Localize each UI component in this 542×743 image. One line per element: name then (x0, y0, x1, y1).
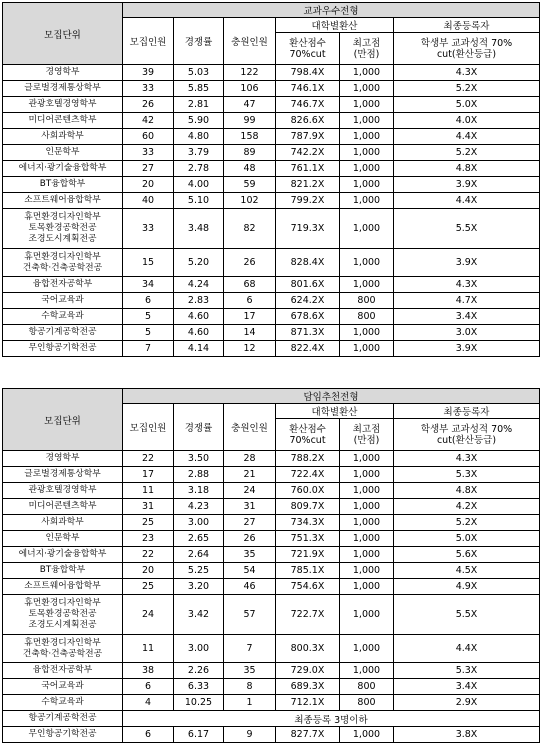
cell-score: 871.3X (276, 325, 340, 341)
cell-unit: 항공기계공학전공 (3, 325, 123, 341)
cell-max: 1,000 (340, 161, 394, 177)
cell-grade: 3.4X (394, 679, 540, 695)
cell-fill: 106 (224, 81, 276, 97)
table-row (3, 341, 540, 357)
cell-fill: 47 (224, 97, 276, 113)
cell-grade: 5.2X (394, 81, 540, 97)
table-row (3, 499, 540, 515)
cell-score: 734.3X (276, 515, 340, 531)
cell-ratio: 5.85 (174, 81, 224, 97)
cell-ratio: 10.25 (174, 695, 224, 711)
cell-fill: 26 (224, 531, 276, 547)
cell-grade: 4.0X (394, 113, 540, 129)
cell-recruit: 7 (123, 341, 174, 357)
cell-max: 1,000 (340, 81, 394, 97)
cell-unit: 글로벌경제통상학부 (3, 81, 123, 97)
cell-grade: 4.4X (394, 193, 540, 209)
table-row (3, 81, 540, 97)
cell-max: 1,000 (340, 467, 394, 483)
cell-recruit: 39 (123, 65, 174, 81)
cell-fill: 1 (224, 695, 276, 711)
cell-grade: 4.3X (394, 451, 540, 467)
cell-grade: 5.5X (394, 209, 540, 249)
cell-max: 1,000 (340, 97, 394, 113)
cell-ratio: 6.33 (174, 679, 224, 695)
cell-unit: 항공기계공학전공 (3, 711, 123, 727)
table-row (3, 679, 540, 695)
header-ratio: 경쟁률 (174, 404, 224, 451)
cell-fill: 7 (224, 635, 276, 663)
cell-ratio: 2.26 (174, 663, 224, 679)
table-body (3, 451, 540, 743)
cell-max: 1,000 (340, 209, 394, 249)
cell-fill: 21 (224, 467, 276, 483)
cell-fill: 158 (224, 129, 276, 145)
cell-score: 689.3X (276, 679, 340, 695)
cell-ratio: 3.00 (174, 635, 224, 663)
cell-unit: 휴먼환경디자인학부 토목환경공학전공 조경도시계획전공 (3, 209, 123, 249)
cell-fill: 9 (224, 727, 276, 743)
cell-max: 1,000 (340, 277, 394, 293)
cell-ratio: 4.14 (174, 341, 224, 357)
cell-fill: 28 (224, 451, 276, 467)
cell-fill: 48 (224, 161, 276, 177)
cell-grade: 4.4X (394, 129, 540, 145)
cell-unit: BT융합학부 (3, 177, 123, 193)
cell-score: 746.7X (276, 97, 340, 113)
cell-recruit: 60 (123, 129, 174, 145)
table-row (3, 209, 540, 249)
cell-unit: 융합전자공학부 (3, 663, 123, 679)
cell-max: 1,000 (340, 635, 394, 663)
cell-fill: 31 (224, 499, 276, 515)
cell-unit: 글로벌경제통상학부 (3, 467, 123, 483)
cell-max: 1,000 (340, 563, 394, 579)
cell-recruit: 33 (123, 209, 174, 249)
cell-fill: 8 (224, 679, 276, 695)
cell-ratio: 3.79 (174, 145, 224, 161)
cell-unit: BT융합학부 (3, 563, 123, 579)
header-univ-score: 환산점수 70%cut (276, 33, 340, 65)
cell-max: 1,000 (340, 249, 394, 277)
header-univ-group: 대학별환산 (276, 404, 394, 419)
cell-unit: 무인항공기학전공 (3, 341, 123, 357)
table-row (3, 129, 540, 145)
cell-grade: 3.9X (394, 249, 540, 277)
cell-grade: 3.9X (394, 177, 540, 193)
table-row (3, 563, 540, 579)
cell-max: 1,000 (340, 547, 394, 563)
cell-score: 722.4X (276, 467, 340, 483)
cell-max: 1,000 (340, 129, 394, 145)
cell-recruit: 26 (123, 97, 174, 113)
cell-score: 722.7X (276, 595, 340, 635)
table-title: 교과우수전형 (123, 3, 540, 18)
cell-ratio: 2.83 (174, 293, 224, 309)
header-max-score: 최고점 (만점) (340, 33, 394, 65)
cell-max: 1,000 (340, 177, 394, 193)
table-row (3, 65, 540, 81)
cell-score: 624.2X (276, 293, 340, 309)
cell-max: 800 (340, 293, 394, 309)
cell-recruit: 34 (123, 277, 174, 293)
cell-unit: 수학교육과 (3, 309, 123, 325)
table-row (3, 325, 540, 341)
header-recruit: 모집인원 (123, 404, 174, 451)
cell-max: 1,000 (340, 727, 394, 743)
cell-recruit: 38 (123, 663, 174, 679)
header-fill: 충원인원 (224, 404, 276, 451)
cell-recruit: 17 (123, 467, 174, 483)
cell-max: 800 (340, 695, 394, 711)
cell-ratio: 5.10 (174, 193, 224, 209)
cell-max: 1,000 (340, 145, 394, 161)
cell-recruit: 23 (123, 531, 174, 547)
table-row (3, 467, 540, 483)
table-row (3, 97, 540, 113)
cell-max: 1,000 (340, 483, 394, 499)
cell-max: 1,000 (340, 515, 394, 531)
cell-grade: 5.5X (394, 595, 540, 635)
cell-unit: 미디어콘텐츠학부 (3, 499, 123, 515)
cell-unit: 관광호텔경영학부 (3, 483, 123, 499)
cell-recruit: 22 (123, 547, 174, 563)
table-row (3, 711, 540, 727)
cell-ratio: 5.03 (174, 65, 224, 81)
table-row (3, 531, 540, 547)
cell-grade: 5.3X (394, 467, 540, 483)
cell-fill: 35 (224, 663, 276, 679)
cell-unit: 사회과학부 (3, 129, 123, 145)
cell-grade: 3.8X (394, 727, 540, 743)
cell-ratio: 2.78 (174, 161, 224, 177)
cell-ratio: 5.20 (174, 249, 224, 277)
cell-ratio: 3.18 (174, 483, 224, 499)
table-row (3, 515, 540, 531)
cell-ratio: 5.90 (174, 113, 224, 129)
cell-unit: 국어교육과 (3, 679, 123, 695)
cell-note: 최종등록 3명이하 (123, 711, 540, 727)
cell-fill: 26 (224, 249, 276, 277)
cell-unit: 경영학부 (3, 65, 123, 81)
cell-max: 1,000 (340, 531, 394, 547)
cell-recruit: 40 (123, 193, 174, 209)
table-row (3, 161, 540, 177)
cell-fill: 46 (224, 579, 276, 595)
cell-score: 787.9X (276, 129, 340, 145)
cell-recruit: 22 (123, 451, 174, 467)
cell-unit: 에너지·광기술융합학부 (3, 547, 123, 563)
table-row (3, 113, 540, 129)
table-row (3, 595, 540, 635)
table-row (3, 635, 540, 663)
cell-grade: 4.3X (394, 277, 540, 293)
cell-score: 798.4X (276, 65, 340, 81)
cell-ratio: 2.65 (174, 531, 224, 547)
header-unit: 모집단위 (3, 3, 123, 65)
cell-unit: 무인항공기학전공 (3, 727, 123, 743)
cell-ratio: 3.50 (174, 451, 224, 467)
cell-fill: 99 (224, 113, 276, 129)
cell-score: 800.3X (276, 635, 340, 663)
cell-score: 799.2X (276, 193, 340, 209)
cell-score: 788.2X (276, 451, 340, 467)
cell-ratio: 4.24 (174, 277, 224, 293)
cell-recruit: 11 (123, 635, 174, 663)
cell-fill: 54 (224, 563, 276, 579)
table-row (3, 727, 540, 743)
table-row (3, 451, 540, 467)
header-univ-score: 환산점수 70%cut (276, 419, 340, 451)
cell-max: 1,000 (340, 193, 394, 209)
cell-fill: 27 (224, 515, 276, 531)
cell-grade: 3.9X (394, 341, 540, 357)
cell-recruit: 20 (123, 563, 174, 579)
cell-unit: 국어교육과 (3, 293, 123, 309)
cell-grade: 4.7X (394, 293, 540, 309)
cell-fill: 14 (224, 325, 276, 341)
table-row (3, 293, 540, 309)
cell-max: 1,000 (340, 451, 394, 467)
cell-score: 785.1X (276, 563, 340, 579)
cell-recruit: 6 (123, 293, 174, 309)
cell-ratio: 4.60 (174, 309, 224, 325)
table-row (3, 579, 540, 595)
table-row (3, 547, 540, 563)
cell-ratio: 4.80 (174, 129, 224, 145)
cell-fill: 24 (224, 483, 276, 499)
cell-recruit: 25 (123, 515, 174, 531)
cell-max: 1,000 (340, 595, 394, 635)
cell-fill: 57 (224, 595, 276, 635)
cell-grade: 4.3X (394, 65, 540, 81)
table-row (3, 249, 540, 277)
cell-score: 746.1X (276, 81, 340, 97)
cell-grade: 5.6X (394, 547, 540, 563)
cell-ratio: 3.42 (174, 595, 224, 635)
cell-unit: 휴먼환경디자인학부 토목환경공학전공 조경도시계획전공 (3, 595, 123, 635)
cell-recruit: 42 (123, 113, 174, 129)
cell-score: 678.6X (276, 309, 340, 325)
cell-score: 828.4X (276, 249, 340, 277)
cell-grade: 5.2X (394, 515, 540, 531)
cell-ratio: 3.48 (174, 209, 224, 249)
cell-max: 1,000 (340, 579, 394, 595)
cell-fill: 6 (224, 293, 276, 309)
cell-ratio: 2.81 (174, 97, 224, 113)
cell-grade: 4.2X (394, 499, 540, 515)
cell-ratio: 2.88 (174, 467, 224, 483)
cell-max: 1,000 (340, 65, 394, 81)
cell-score: 729.0X (276, 663, 340, 679)
cell-unit: 휴먼환경디자인학부 건축학·건축공학전공 (3, 635, 123, 663)
cell-unit: 소프트웨어융합학부 (3, 193, 123, 209)
cell-fill: 82 (224, 209, 276, 249)
admission-table-teacher-recommendation (2, 388, 540, 743)
cell-recruit: 15 (123, 249, 174, 277)
cell-recruit: 20 (123, 177, 174, 193)
table-row (3, 483, 540, 499)
cell-score: 822.4X (276, 341, 340, 357)
cell-ratio: 6.17 (174, 727, 224, 743)
cell-recruit: 5 (123, 325, 174, 341)
cell-ratio: 4.00 (174, 177, 224, 193)
header-final-grade: 학생부 교과성적 70% cut(환산등급) (394, 419, 540, 451)
cell-grade: 5.0X (394, 97, 540, 113)
cell-recruit: 4 (123, 695, 174, 711)
header-unit: 모집단위 (3, 389, 123, 451)
cell-grade: 5.3X (394, 663, 540, 679)
cell-score: 761.1X (276, 161, 340, 177)
cell-recruit: 6 (123, 727, 174, 743)
table-title: 담임추천전형 (123, 389, 540, 404)
cell-grade: 4.8X (394, 161, 540, 177)
cell-max: 1,000 (340, 113, 394, 129)
cell-ratio: 2.64 (174, 547, 224, 563)
cell-fill: 12 (224, 341, 276, 357)
cell-max: 800 (340, 679, 394, 695)
admission-table-subject-excellence (2, 2, 540, 357)
cell-score: 719.3X (276, 209, 340, 249)
cell-recruit: 27 (123, 161, 174, 177)
cell-ratio: 4.23 (174, 499, 224, 515)
cell-ratio: 5.25 (174, 563, 224, 579)
header-final-group: 최종등록자 (394, 18, 540, 33)
table-row (3, 309, 540, 325)
cell-ratio: 3.00 (174, 515, 224, 531)
cell-fill: 102 (224, 193, 276, 209)
table-row (3, 277, 540, 293)
cell-score: 821.2X (276, 177, 340, 193)
cell-recruit: 33 (123, 81, 174, 97)
cell-grade: 2.9X (394, 695, 540, 711)
cell-recruit: 31 (123, 499, 174, 515)
cell-fill: 35 (224, 547, 276, 563)
cell-fill: 122 (224, 65, 276, 81)
cell-unit: 경영학부 (3, 451, 123, 467)
cell-recruit: 25 (123, 579, 174, 595)
cell-recruit: 11 (123, 483, 174, 499)
cell-unit: 관광호텔경영학부 (3, 97, 123, 113)
cell-grade: 4.8X (394, 483, 540, 499)
cell-grade: 3.4X (394, 309, 540, 325)
cell-score: 712.1X (276, 695, 340, 711)
header-max-score: 최고점 (만점) (340, 419, 394, 451)
cell-score: 826.6X (276, 113, 340, 129)
cell-max: 1,000 (340, 325, 394, 341)
cell-grade: 4.9X (394, 579, 540, 595)
cell-grade: 5.2X (394, 145, 540, 161)
cell-score: 760.0X (276, 483, 340, 499)
cell-score: 809.7X (276, 499, 340, 515)
cell-grade: 4.4X (394, 635, 540, 663)
cell-unit: 소프트웨어융합학부 (3, 579, 123, 595)
cell-unit: 휴먼환경디자인학부 건축학·건축공학전공 (3, 249, 123, 277)
cell-score: 721.9X (276, 547, 340, 563)
cell-recruit: 6 (123, 679, 174, 695)
table-row (3, 193, 540, 209)
cell-max: 1,000 (340, 499, 394, 515)
cell-fill: 17 (224, 309, 276, 325)
cell-ratio: 4.60 (174, 325, 224, 341)
header-final-group: 최종등록자 (394, 404, 540, 419)
table-row (3, 695, 540, 711)
cell-score: 742.2X (276, 145, 340, 161)
cell-max: 1,000 (340, 341, 394, 357)
cell-grade: 4.5X (394, 563, 540, 579)
cell-unit: 융합전자공학부 (3, 277, 123, 293)
cell-unit: 에너지·광기술융합학부 (3, 161, 123, 177)
cell-score: 827.7X (276, 727, 340, 743)
header-fill: 충원인원 (224, 18, 276, 65)
cell-ratio: 3.20 (174, 579, 224, 595)
cell-recruit: 24 (123, 595, 174, 635)
cell-score: 751.3X (276, 531, 340, 547)
cell-unit: 인문학부 (3, 145, 123, 161)
cell-fill: 59 (224, 177, 276, 193)
cell-unit: 사회과학부 (3, 515, 123, 531)
cell-max: 800 (340, 309, 394, 325)
table-row (3, 663, 540, 679)
cell-fill: 89 (224, 145, 276, 161)
cell-recruit: 33 (123, 145, 174, 161)
cell-fill: 68 (224, 277, 276, 293)
header-univ-group: 대학별환산 (276, 18, 394, 33)
cell-grade: 5.0X (394, 531, 540, 547)
cell-recruit: 5 (123, 309, 174, 325)
table-row (3, 177, 540, 193)
cell-score: 801.6X (276, 277, 340, 293)
cell-unit: 미디어콘텐츠학부 (3, 113, 123, 129)
cell-max: 1,000 (340, 663, 394, 679)
cell-unit: 인문학부 (3, 531, 123, 547)
header-final-grade: 학생부 교과성적 70% cut(환산등급) (394, 33, 540, 65)
cell-score: 754.6X (276, 579, 340, 595)
table-row (3, 145, 540, 161)
header-ratio: 경쟁률 (174, 18, 224, 65)
cell-grade: 3.0X (394, 325, 540, 341)
header-recruit: 모집인원 (123, 18, 174, 65)
table-body (3, 65, 540, 357)
cell-unit: 수학교육과 (3, 695, 123, 711)
